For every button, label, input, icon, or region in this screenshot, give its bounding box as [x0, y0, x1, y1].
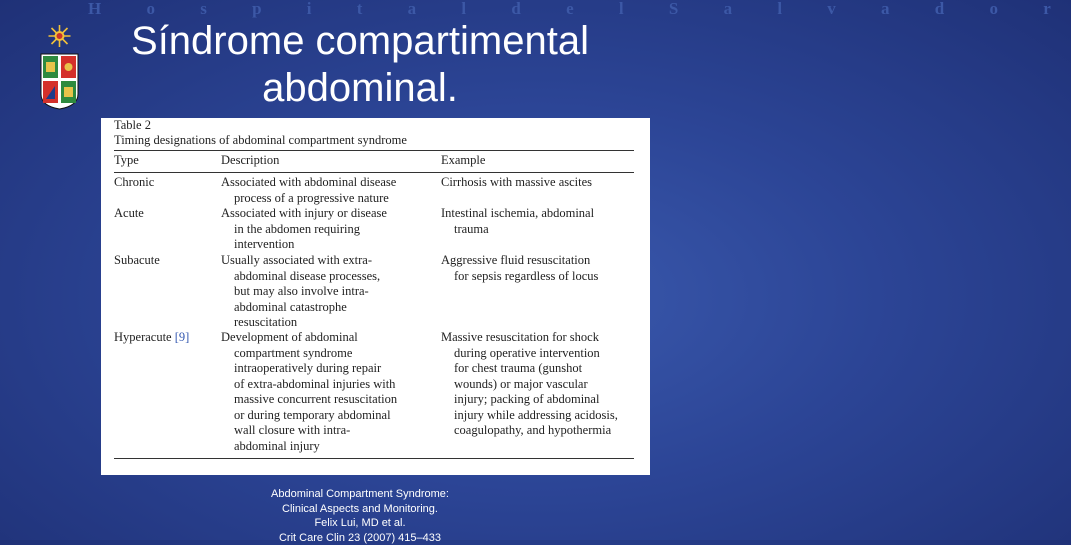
table-caption: Timing designations of abdominal compartment syndrome [114, 133, 407, 148]
slide-title [80, 18, 640, 112]
citation [200, 487, 520, 545]
row-description: Associated with injury or disease in the abdomen requiring intervention [221, 206, 431, 253]
row-example: Cirrhosis with massive ascites [441, 175, 636, 191]
row-description: Development of abdominal compartment syndrome intraoperatively during repair of extra-abdominal injuries with massive concurrent resuscitation or during temporary abdominal wall closure with intra- abdominal injury [221, 330, 431, 454]
university-crest-icon [37, 24, 82, 110]
row-example: Intestinal ischemia, abdominal trauma [441, 206, 636, 237]
slide-title-line-1: Síndrome compartimental [80, 18, 640, 65]
table-number: Table 2 [114, 118, 151, 133]
table-header-rule [114, 172, 634, 173]
row-type: Subacute [114, 253, 219, 269]
reference-table [101, 118, 650, 475]
column-header-description: Description [221, 153, 431, 169]
citation-line-3: Felix Lui, MD et al. [200, 516, 520, 531]
hospital-name: H o s p i t a l d e l S a l v a d o r [88, 0, 648, 19]
citation-line-2: Clinical Aspects and Monitoring. [200, 502, 520, 517]
row-example: Massive resuscitation for shock during operative intervention for chest trauma (gunshot wounds) or major vascular injury; packing of abdominal injury while addressing acidosis, coagulopathy, and hypothermia [441, 330, 636, 439]
slide-title-line-2: abdominal. [80, 65, 640, 112]
row-example: Aggressive fluid resuscitation for sepsis regardless of locus [441, 253, 636, 284]
row-type: Chronic [114, 175, 219, 191]
row-type: Hyperacute [9] [114, 330, 219, 346]
row-description: Usually associated with extra- abdominal disease processes, but may also involve intra- abdominal catastrophe resuscitation [221, 253, 431, 331]
table-bottom-rule [114, 458, 634, 459]
reference-link[interactable]: [9] [175, 330, 190, 344]
citation-line-4: Crit Care Clin 23 (2007) 415–433 [200, 531, 520, 545]
row-type: Acute [114, 206, 219, 222]
row-description: Associated with abdominal disease process of a progressive nature [221, 175, 431, 206]
table-top-rule [114, 150, 634, 151]
column-header-example: Example [441, 153, 636, 169]
column-header-type: Type [114, 153, 219, 169]
citation-line-1: Abdominal Compartment Syndrome: [200, 487, 520, 502]
